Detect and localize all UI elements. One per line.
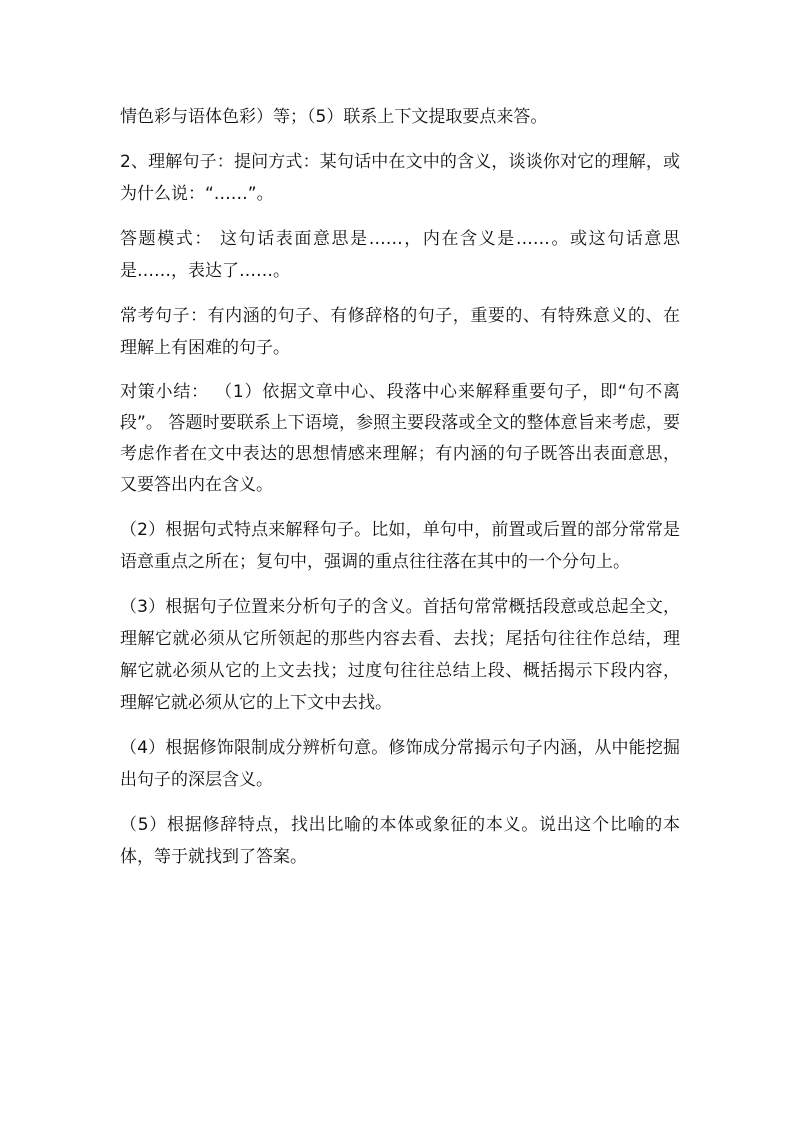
paragraph-strategy-4: （4）根据修饰限制成分辨析句意。修饰成分常揭示句子内涵，从中能挖掘出句子的深层含义。: [120, 738, 680, 790]
document-body: [120, 101, 680, 886]
paragraph-strategy-summary: 对策小结： （1）依据文章中心、段落中心来解释重要句子，即“句不离段”。 答题时要联系上下语境，参照主要段落或全文的整体意旨来考虑，要考虑作者在文中表达的思想情感来理解；有内涵的句子既答出表面意思，又要答出内在含义。: [120, 382, 680, 495]
paragraph-answer-pattern: 答题模式： 这句话表面意思是……，内在含义是……。或这句话意思是……，表达了……。: [120, 229, 680, 281]
paragraph-common-sentences: 常考句子：有内涵的句子、有修辞格的句子，重要的、有特殊意义的、在理解上有困难的句子。: [120, 306, 680, 358]
paragraph-understanding-sentences: 2、理解句子：提问方式：某句话中在文中的含义，谈谈你对它的理解，或为什么说：“……”。: [120, 152, 680, 204]
paragraph-strategy-2: （2）根据句式特点来解释句子。比如，单句中，前置或后置的部分常常是语意重点之所在；复句中，强调的重点往往落在其中的一个分句上。: [120, 520, 680, 572]
paragraph-continuation: 情色彩与语体色彩）等；（5）联系上下文提取要点来答。: [120, 107, 548, 127]
paragraph-strategy-3: （3）根据句子位置来分析句子的含义。首括句常常概括段意或总起全文，理解它就必须从它所领起的那些内容去看、去找；尾括句往往作总结，理解它就必须从它的上文去找；过度句往往总结上段、概括揭示下段内容，理解它就必须从它的上下文中去找。: [120, 597, 680, 713]
paragraph-strategy-5: （5）根据修辞特点，找出比喻的本体或象征的本义。说出这个比喻的本体，等于就找到了答案。: [120, 815, 680, 867]
